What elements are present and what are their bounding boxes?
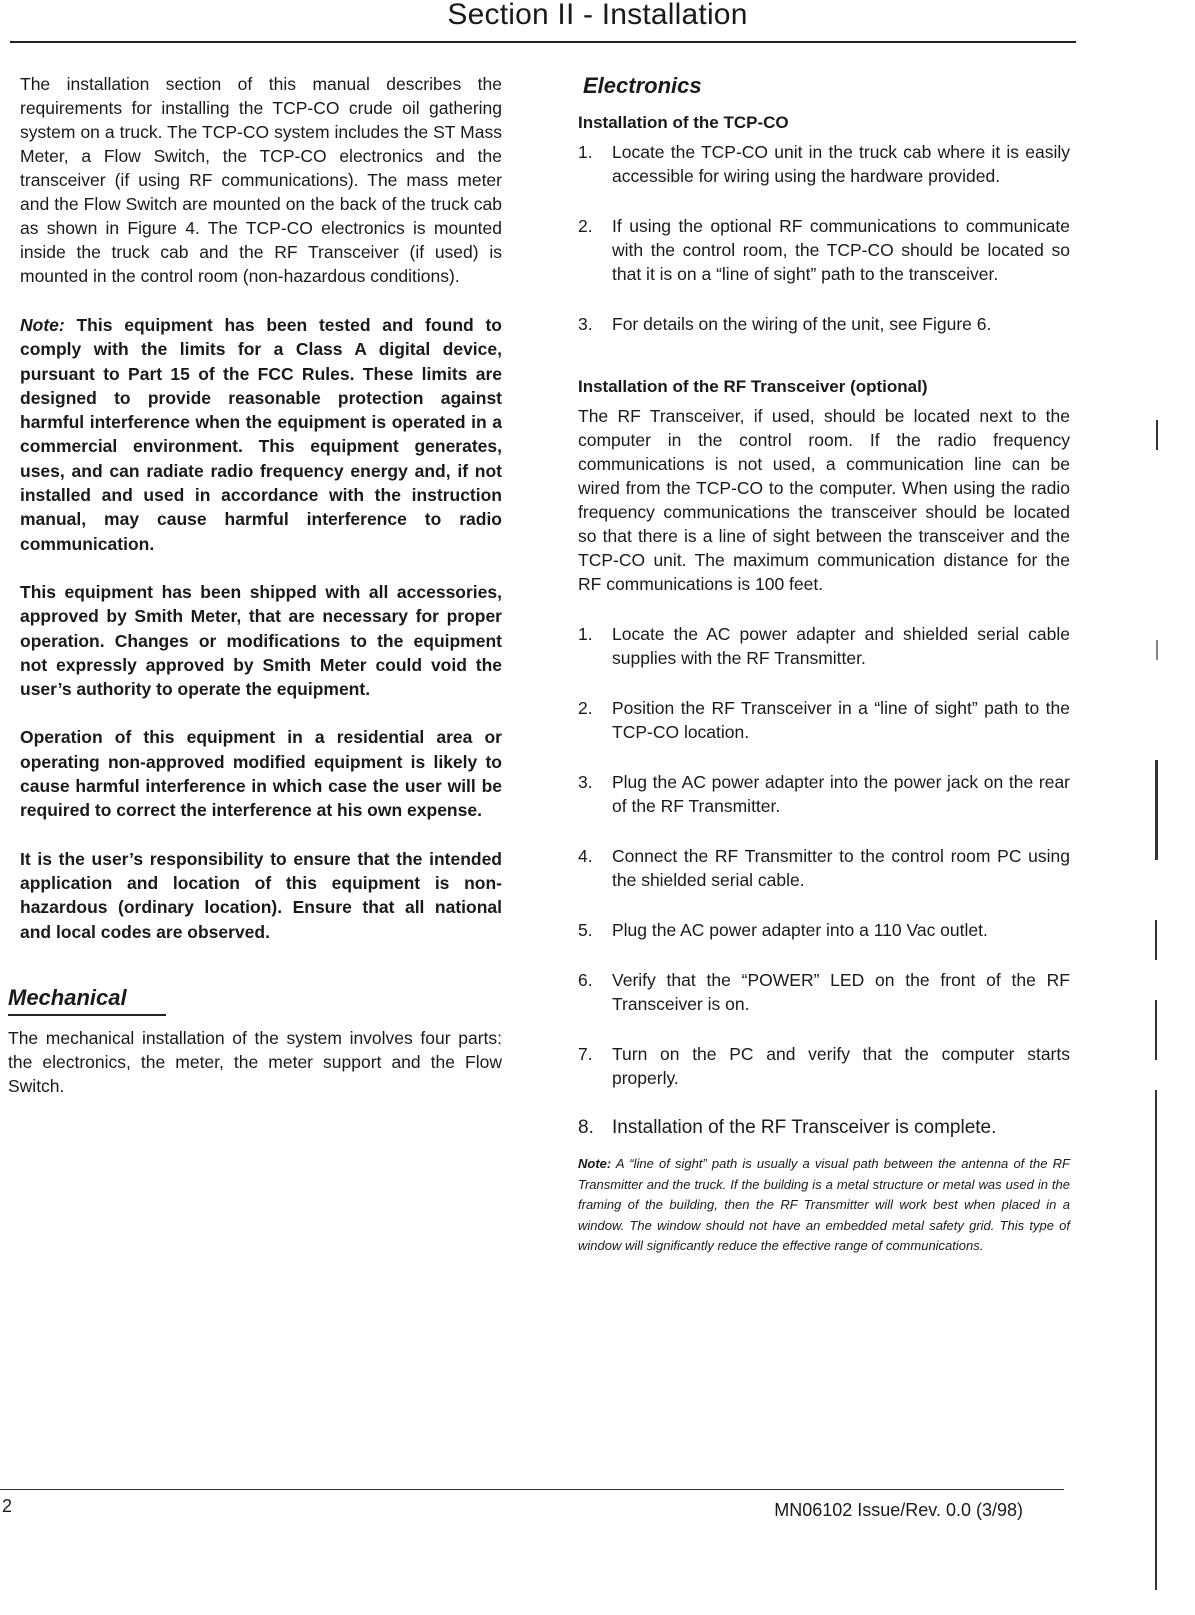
mechanical-paragraph: The mechanical installation of the system involves four parts: the electronics, the meter, the meter support and the Flow Switch. [8,1027,502,1096]
page-number: 2 [2,1496,13,1516]
scan-artifact [1155,1090,1157,1590]
rf-intro-paragraph: The RF Transceiver, if used, should be located next to the computer in the control room. If the radio frequency communications is not used, a communication line can be wired from the TCP-CO to the computer. When using the radio frequency communications the transceiver should be located so that there is a line of sight between the transceiver and the TCP-CO unit. The maximum communication distance for the RF communications is 100 feet. [578,406,1070,594]
scan-artifact [1155,920,1157,960]
step-number: 3. [578,772,593,792]
mechanical-rule [8,1014,166,1016]
left-column [8,72,502,1098]
fcc-note-text: This equipment has been tested and found to comply with the limits for a Class A digital device, pursuant to Part 15 of the FCC Rules. These limits are designed to provide reasonable protection against harmful interference when the equipment is operated in a commercial environment. This equipment generates, uses, and can radiate radio frequency energy and, if not installed and used in accordance with the instruction manual, may cause harmful interference to radio communication. [20,315,502,554]
tcp-install-heading: Installation of the TCP-CO [578,113,789,132]
mechanical-heading: Mechanical [8,984,127,1010]
list-item [578,312,1070,336]
step-text: Plug the AC power adapter into a 110 Vac outlet. [612,920,988,940]
footer-rule [0,1489,1064,1490]
list-item [578,918,1070,942]
step-number: 1. [578,624,593,644]
list-item [578,696,1070,744]
rf-note-text: A “line of sight” path is usually a visual path between the antenna of the RF Transmitter and the truck. If the building is a metal structure or metal was used in the framing of the building, then the RF Transmitter will work best when placed in a window. The window should not have an embedded metal safety grid. This type of window will significantly reduce the effective range of communications. [578,1156,1070,1253]
document-id: MN06102 Issue/Rev. 0.0 (3/98) [774,1500,1023,1520]
page-title: Section II - Installation [447,0,748,31]
list-item [578,1042,1070,1090]
residential-paragraph: Operation of this equipment in a residential area or operating non-approved modified equipment is likely to cause harmful interference in which case the user will be required to correct the interference at his own expense. [20,727,502,821]
step-text: Turn on the PC and verify that the computer starts properly. [612,1044,1070,1088]
header-rule [10,41,1076,43]
step-text: Verify that the “POWER” LED on the front of the RF Transceiver is on. [612,970,1070,1014]
note-label: Note: [20,315,65,335]
scan-artifact [1155,760,1158,860]
list-item [578,968,1070,1016]
step-text: If using the optional RF communications to communicate with the control room, the TCP-CO should be located so that it is on a “line of sight” path to the transceiver. [612,216,1070,284]
accessories-paragraph: This equipment has been shipped with all accessories, approved by Smith Meter, that are necessary for proper operation. Changes or modifications to the equipment not expressly approved by Smith Meter could void the user’s authority to operate the equipment. [20,581,502,700]
step-number: 4. [578,846,593,866]
step-text: Position the RF Transceiver in a “line of sight” path to the TCP-CO location. [612,698,1070,742]
rf-note-paragraph [578,1154,1070,1257]
right-column [578,72,1070,1257]
list-item [578,622,1070,670]
step-number: 2. [578,698,593,718]
step-text: Locate the AC power adapter and shielded serial cable supplies with the RF Transmitter. [612,624,1070,668]
step-text: Installation of the RF Transceiver is complete. [612,1117,997,1138]
list-item [578,140,1070,188]
scan-artifact [1156,420,1158,450]
step-number: 5. [578,920,593,940]
step-number: 3. [578,314,593,334]
list-item [578,844,1070,892]
electronics-heading: Electronics [583,73,702,98]
step-text: Locate the TCP-CO unit in the truck cab where it is easily accessible for wiring using the hardware provided. [612,142,1070,186]
step-text: Connect the RF Transmitter to the control room PC using the shielded serial cable. [612,846,1070,890]
responsibility-paragraph: It is the user’s responsibility to ensure that the intended application and location of this equipment is non-hazardous (ordinary location). Ensure that all national and local codes are observed. [20,848,502,942]
step-text: Plug the AC power adapter into the power jack on the rear of the RF Transmitter. [612,772,1070,816]
intro-paragraph: The installation section of this manual describes the requirements for installing the TCP-CO crude oil gathering system on a truck. The TCP-CO system includes the ST Mass Meter, a Flow Switch, the TCP-CO electronics and the transceiver (if using RF communications). The mass meter and the Flow Switch are mounted on the back of the truck cab as shown in Figure 4. The TCP-CO electronics is mounted inside the truck cab and the RF Transceiver (if used) is mounted in the control room (non-hazardous conditions). [20,74,502,286]
list-item [578,214,1070,286]
step-text: For details on the wiring of the unit, see Figure 6. [612,314,992,334]
step-number: 6. [578,970,593,990]
list-item [578,770,1070,818]
scan-artifact [1155,1000,1157,1060]
step-number: 2. [578,216,593,236]
step-number: 8. [578,1117,594,1138]
step-number: 1. [578,142,593,162]
rf-install-heading: Installation of the RF Transceiver (optional) [578,377,928,396]
list-item [578,1116,1070,1140]
note-label: Note: [578,1156,612,1171]
step-number: 7. [578,1044,593,1064]
fcc-note-paragraph [20,313,502,556]
tcp-steps-list [578,140,1070,336]
scan-artifact [1156,640,1158,660]
rf-steps-list [578,622,1070,1140]
